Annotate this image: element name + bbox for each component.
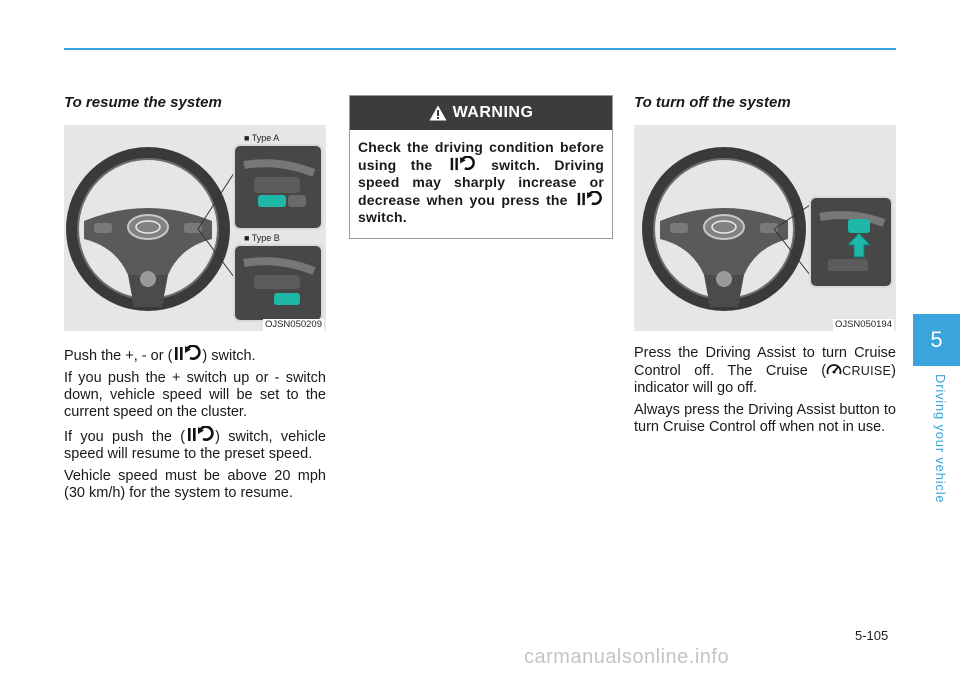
svg-text:■ Type B: ■ Type B: [244, 233, 280, 243]
warning-text-1: Check the driving condition before using the: [358, 139, 604, 173]
cruise-indicator-icon: [826, 362, 842, 377]
figure-code: OJSN050194: [834, 319, 892, 330]
turnoff-p1-after: ) indicator will go off.: [634, 363, 896, 396]
turnoff-paragraph-1: [634, 345, 896, 397]
cruise-indicator-label: CRUISE: [842, 364, 892, 378]
warning-triangle-icon: [429, 105, 447, 121]
resume-section: [64, 94, 326, 507]
steering-wheel-driving-assist-illustration: [634, 125, 896, 331]
resume-switch-icon: [447, 156, 477, 172]
warning-header: [350, 96, 612, 130]
resume-p1-before: Push the +, - or (: [64, 348, 173, 364]
turnoff-figure: [634, 125, 896, 331]
svg-text:■ Type A: ■ Type A: [244, 133, 280, 143]
resume-paragraph-1: [64, 345, 326, 365]
turnoff-section: [634, 94, 896, 441]
resume-switch-icon: [574, 191, 604, 207]
resume-paragraph-4: Vehicle speed must be above 20 mph (30 km/h) for the system to resume.: [64, 468, 326, 501]
warning-section: [349, 94, 611, 239]
resume-switch-icon: [185, 426, 215, 443]
turnoff-p1-before: Press the Driving Assist to turn Cruise Control off. The Cruise (: [634, 345, 896, 379]
chapter-label: Driving your vehicle: [933, 374, 948, 504]
resume-switch-icon: [172, 345, 202, 362]
resume-paragraph-3: [64, 426, 326, 463]
resume-paragraph-2: If you push the + switch up or - switch down, vehicle speed will be set to the current speed on the cluster.: [64, 370, 326, 420]
figure-code: OJSN050209: [264, 319, 322, 330]
warning-title: WARNING: [452, 104, 534, 121]
chapter-tab: 5: [913, 314, 960, 366]
resume-p3-before: If you push the (: [64, 429, 186, 445]
resume-p1-after: ) switch.: [202, 348, 256, 364]
resume-figure: [64, 125, 326, 331]
warning-text: [350, 130, 612, 238]
resume-title: To resume the system: [64, 94, 222, 111]
turnoff-paragraph-2: Always press the Driving Assist button to turn Cruise Control off when not in use.: [634, 402, 896, 435]
watermark: carmanualsonline.info: [524, 646, 730, 668]
turnoff-title: To turn off the system: [634, 94, 791, 111]
top-rule: [64, 48, 896, 50]
resume-p3-after: ) switch, vehicle speed will resume to the preset speed.: [64, 429, 326, 462]
page-number: 5-105: [855, 628, 889, 643]
warning-text-3: switch.: [358, 209, 407, 225]
warning-text-2: switch. Driving speed may sharply increase or decrease when you press the: [358, 157, 604, 208]
steering-wheel-two-types-illustration: [64, 125, 326, 331]
warning-box: [349, 95, 613, 239]
